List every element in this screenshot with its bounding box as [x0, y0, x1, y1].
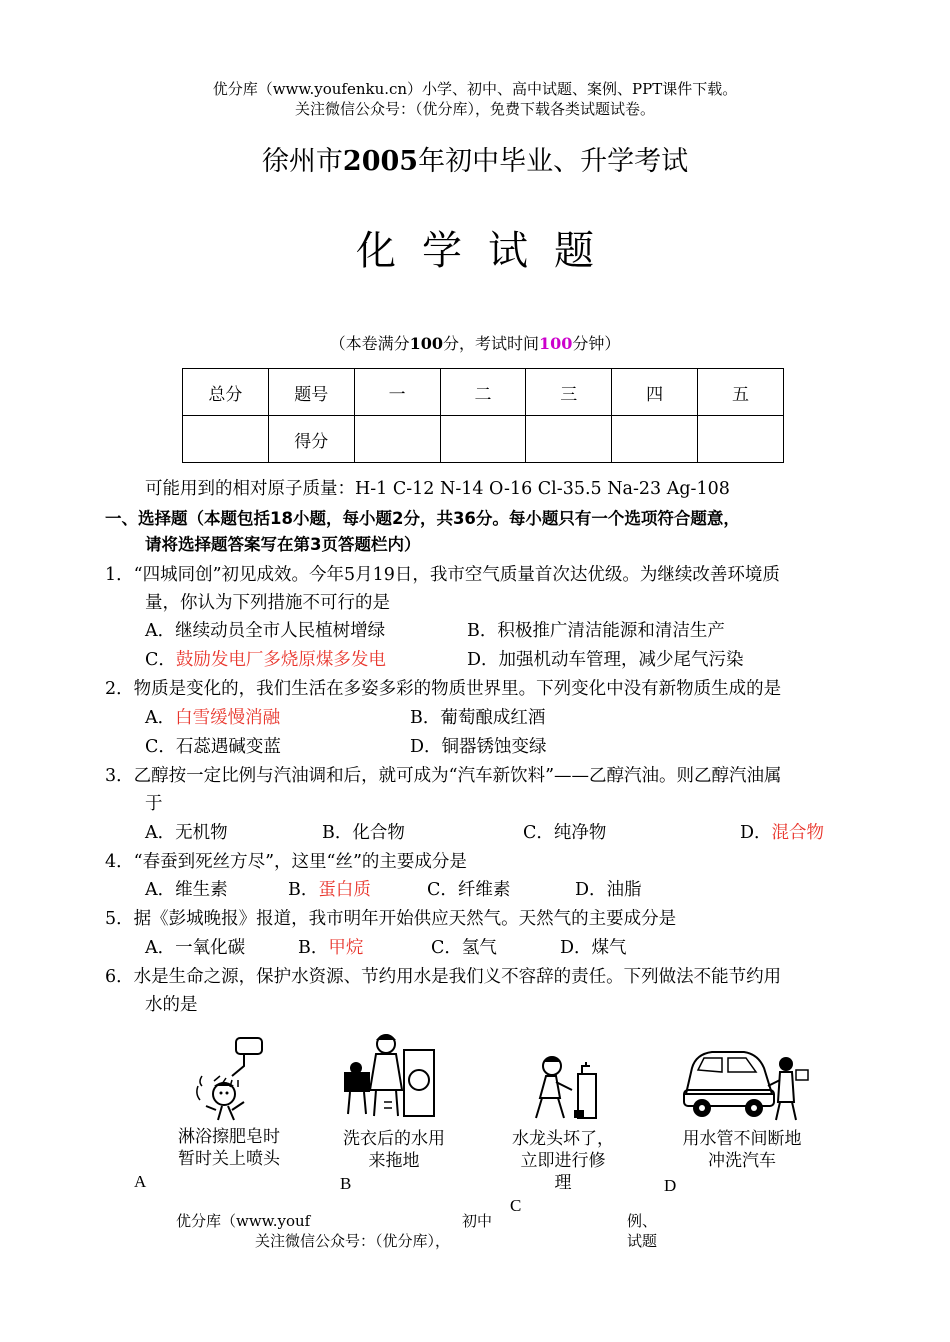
q4-option-b[interactable] [288, 878, 371, 902]
option-key: A． [145, 708, 176, 728]
atomic-mass-note: 可能用到的相对原子质量：H-1 C-12 N-14 O-16 Cl-35.5 Na-23 Ag-108 [145, 479, 730, 499]
note-mid: 分，考试时间 [442, 334, 539, 353]
option-key: A． [145, 938, 176, 958]
faucet-repair-icon [530, 1054, 604, 1122]
question-5-stem: 5．据《彭城晚报》报道，我市明年开始供应天然气。天然气的主要成分是 [105, 909, 677, 929]
picture-d-label[interactable]: D [664, 1176, 677, 1195]
score-cell-5: 五 [698, 369, 784, 416]
option-text-answer: 混合物 [771, 823, 825, 843]
q4-option-d[interactable] [575, 878, 642, 902]
question-4-stem: 4．“春蚕到死丝方尽”，这里“丝”的主要成分是 [105, 852, 467, 872]
full-score: 100 [409, 334, 443, 353]
header-line-1: 优分库（www.youfenku.cn）小学、初中、高中试题、案例、PPT课件下载。 [212, 80, 738, 98]
exam-title [0, 145, 950, 179]
q3-option-c[interactable] [523, 821, 606, 845]
picture-a-label[interactable]: A [134, 1172, 147, 1191]
score-input-5[interactable] [698, 416, 784, 463]
question-3-stem-2: 于 [145, 794, 163, 814]
option-text: 积极推广清洁能源和清洁生产 [497, 621, 725, 641]
exam-time: 100 [539, 334, 573, 353]
question-1-stem: 1．“四城同创”初见成效。今年5月19日，我市空气质量首次达优级。为继续改善环境质 [105, 565, 780, 585]
option-key: B． [298, 938, 329, 958]
exam-note [0, 333, 950, 355]
note-close: 分钟） [572, 334, 621, 353]
picture-a-caption [168, 1126, 290, 1170]
score-input-total[interactable] [183, 416, 269, 463]
option-text: 加强机动车管理，减少尾气污染 [498, 650, 744, 670]
footer-line-1c: 例、 [627, 1212, 658, 1230]
question-6-stem: 6．水是生命之源，保护水资源、节约用水是我们义不容辞的责任。下列做法不能节约用 [105, 967, 782, 987]
title-suffix: 年初中毕业、升学考试 [418, 146, 689, 177]
caption-line: 洗衣后的水用 [343, 1129, 445, 1149]
option-text: 维生素 [175, 880, 228, 900]
caption-line: 水龙头坏了， [512, 1129, 614, 1149]
option-key: D． [410, 737, 442, 757]
q5-option-a[interactable] [145, 936, 245, 960]
header-line-2: 关注微信公众号：（优分库），免费下载各类试题试卷。 [294, 100, 655, 118]
title-prefix: 徐州市 [261, 146, 343, 177]
option-key: C． [145, 650, 176, 670]
q3-option-a[interactable] [145, 821, 228, 845]
option-key: C． [145, 737, 176, 757]
option-text-answer: 甲烷 [328, 938, 364, 958]
q2-option-d[interactable] [410, 735, 547, 759]
option-text-answer: 白雪缓慢消融 [175, 708, 281, 728]
q4-option-c[interactable] [427, 878, 510, 902]
q1-option-a[interactable] [145, 619, 385, 643]
option-key: A． [145, 823, 176, 843]
score-cell-2: 二 [440, 369, 526, 416]
score-row-label: 得分 [268, 416, 354, 463]
q3-option-b[interactable] [322, 821, 405, 845]
option-key: D． [575, 880, 607, 900]
option-key: C． [431, 938, 462, 958]
q5-option-d[interactable] [560, 936, 627, 960]
question-1-stem-2: 量，你认为下列措施不可行的是 [145, 593, 390, 613]
caption-line: 暂时关上喷头 [178, 1149, 280, 1169]
q5-option-c[interactable] [431, 936, 497, 960]
car-wash-icon [682, 1046, 810, 1122]
caption-line: 理 [554, 1173, 572, 1193]
option-key: A． [145, 880, 176, 900]
option-key: B． [467, 621, 498, 641]
q5-option-b[interactable] [298, 936, 363, 960]
section-1-heading: 一、选择题（本题包括18小题，每小题2分，共36分。每小题只有一个选项符合题意， [105, 509, 740, 528]
q1-option-c[interactable] [145, 648, 386, 672]
laundry-icon [340, 1030, 440, 1120]
score-table-score-row [183, 416, 784, 463]
q3-option-d[interactable] [740, 821, 824, 845]
option-text: 无机物 [175, 823, 228, 843]
score-cell-total: 总分 [183, 369, 269, 416]
picture-c-caption [504, 1128, 622, 1194]
option-text: 石蕊遇碱变蓝 [175, 737, 281, 757]
score-cell-1: 一 [354, 369, 440, 416]
footer-line-1b: 初中 [462, 1212, 493, 1230]
shower-icon [192, 1036, 270, 1121]
score-table [182, 368, 784, 463]
question-2-stem: 2．物质是变化的，我们生活在多姿多彩的物质世界里。下列变化中没有新物质生成的是 [105, 679, 782, 699]
picture-b-label[interactable]: B [340, 1174, 352, 1193]
option-text: 煤气 [591, 938, 627, 958]
caption-line: 冲洗汽车 [708, 1151, 776, 1171]
subject-title: 化学试题 [356, 228, 620, 274]
footer-line-2a: 关注微信公众号：（优分库）， [255, 1232, 451, 1250]
caption-line: 用水管不间断地 [682, 1129, 802, 1149]
option-key: D． [740, 823, 772, 843]
option-key: D． [467, 650, 499, 670]
footer-line-2b: 试题 [627, 1232, 658, 1250]
option-key: A． [145, 621, 176, 641]
caption-line: 淋浴擦肥皂时 [178, 1127, 280, 1147]
score-input-2[interactable] [440, 416, 526, 463]
score-cell-4: 四 [612, 369, 698, 416]
q2-option-c[interactable] [145, 735, 281, 759]
option-key: C． [523, 823, 554, 843]
option-text: 纤维素 [457, 880, 511, 900]
question-6-stem-2: 水的是 [145, 995, 198, 1015]
option-text: 继续动员全市人民植树增绿 [175, 621, 386, 641]
footer-line-1a: 优分库（www.youf [176, 1212, 311, 1230]
option-key: B． [410, 708, 441, 728]
q1-option-d[interactable] [467, 648, 744, 672]
score-table-header-row [183, 369, 784, 416]
score-input-3[interactable] [526, 416, 612, 463]
score-cell-qno: 题号 [268, 369, 354, 416]
option-key: B． [322, 823, 353, 843]
option-text: 葡萄酿成红酒 [440, 708, 546, 728]
option-key: C． [427, 880, 458, 900]
option-key: B． [288, 880, 319, 900]
option-text-answer: 蛋白质 [318, 880, 371, 900]
option-text: 油脂 [606, 880, 642, 900]
picture-b-caption [334, 1128, 454, 1172]
score-input-1[interactable] [354, 416, 440, 463]
option-text: 纯净物 [553, 823, 607, 843]
q4-option-a[interactable] [145, 878, 228, 902]
q1-option-b[interactable] [467, 619, 725, 643]
note-open: （本卷满分 [329, 334, 410, 353]
picture-d-caption [668, 1128, 816, 1172]
caption-line: 立即进行修 [520, 1151, 606, 1171]
option-text-answer: 鼓励发电厂多烧原煤多发电 [175, 650, 386, 670]
option-text: 铜器锈蚀变绿 [441, 737, 547, 757]
score-cell-3: 三 [526, 369, 612, 416]
option-key: D． [560, 938, 592, 958]
option-text: 化合物 [352, 823, 405, 843]
picture-c-label[interactable]: C [510, 1196, 522, 1215]
option-text: 氢气 [461, 938, 497, 958]
section-1-heading-2: 请将选择题答案写在第3页答题栏内） [145, 535, 421, 554]
question-3-stem: 3．乙醇按一定比例与汽油调和后，就可成为“汽车新饮料”——乙醇汽油。则乙醇汽油属 [105, 766, 782, 786]
option-text: 一氧化碳 [175, 938, 246, 958]
caption-line: 来拖地 [368, 1151, 420, 1171]
q2-option-b[interactable] [410, 706, 545, 730]
title-year: 2005 [342, 146, 419, 177]
score-input-4[interactable] [612, 416, 698, 463]
q2-option-a[interactable] [145, 706, 280, 730]
